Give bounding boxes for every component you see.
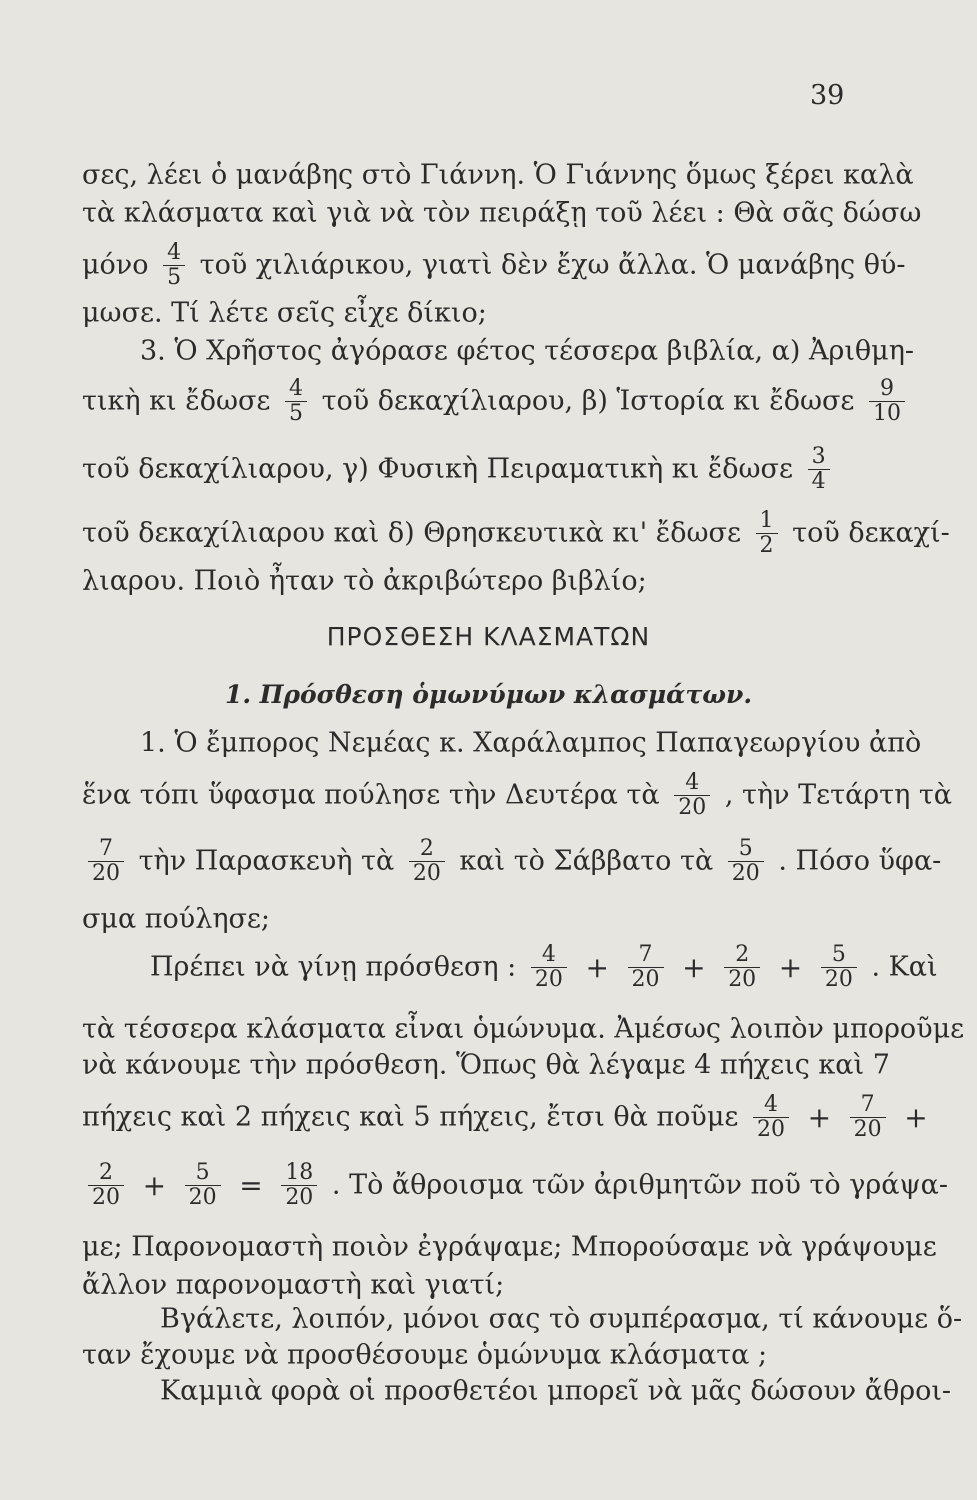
text-line: τὰ κλάσματα καὶ γιὰ νὰ τὸν πειράξῃ τοῦ λέει : Θὰ σᾶς δώσω [82, 197, 922, 229]
fraction: $\frac{5}{20}$ [185, 1161, 221, 1210]
text-line: σες, λέει ὁ μανάβης στὸ Γιάννη. Ὁ Γιάννης ὅμως ξέρει καλὰ [82, 159, 914, 191]
fraction: $\frac{18}{20}$ [281, 1161, 317, 1210]
text-line: ἕνα τόπι ὕφασμα πούλησε τὴν Δευτέρα τὰ $\frac{4}{20}$ , τὴν Τετάρτη τὰ [82, 770, 953, 820]
plus-sign: + [807, 1100, 832, 1134]
text-line: νὰ κάνουμε τὴν πρόσθεση. Ὅπως θὰ λέγαμε 4 πήχεις καὶ 7 [82, 1049, 890, 1081]
fraction: $\frac{7}{20}$ [628, 943, 664, 992]
fraction: $\frac{5}{20}$ [821, 943, 857, 992]
text-line: ταν ἔχουμε νὰ προσθέσουμε ὁμώνυμα κλάσματα ; [82, 1339, 768, 1371]
fraction: $\frac{2}{20}$ [724, 943, 760, 992]
plus-sign: + [778, 950, 803, 984]
text-line: ἄλλον παρονομαστὴ καὶ γιατί; [82, 1269, 505, 1301]
fraction: $\frac{5}{20}$ [728, 837, 764, 886]
fraction: $\frac{2}{20}$ [88, 1161, 124, 1210]
plus-sign: + [682, 950, 706, 984]
text-line: μόνο $\frac{4}{5}$ τοῦ χιλιάρικου, γιατὶ δὲν ἔχω ἄλλα. Ὁ μανάβης θύ- [82, 240, 906, 290]
plus-sign: + [585, 950, 609, 984]
text-line: τοῦ δεκαχίλιαρου, γ) Φυσικὴ Πειραματικὴ κι ἔδωσε $\frac{3}{4}$ [82, 444, 872, 494]
text-line: μωσε. Τί λέτε σεῖς εἶχε δίκιο; [82, 297, 487, 329]
text-line: 1. Ὁ ἔμπορος Νεμέας κ. Χαράλαμπος Παπαγεωργίου ἀπὸ [140, 727, 922, 759]
fraction: $\frac{1}{2}$ [756, 509, 778, 558]
text-line: Βγάλετε, λοιπόν, μόνοι σας τὸ συμπέρασμα, τί κάνουμε ὅ- [160, 1303, 963, 1335]
text-line: τικὴ κι ἔδωσε $\frac{4}{5}$ τοῦ δεκαχίλιαρου, β) Ἱστορία κι ἔδωσε $\frac{9}{10}$ [82, 376, 872, 426]
fraction: $\frac{4}{20}$ [674, 771, 710, 820]
text-line: με; Παρονομαστὴ ποιὸν ἐγράψαμε; Μπορούσαμε νὰ γράψουμε [82, 1231, 937, 1263]
text-line: λιαρου. Ποιὸ ἦταν τὸ ἀκριβώτερο βιβλίο; [82, 565, 647, 597]
fraction: $\frac{2}{20}$ [409, 837, 445, 886]
text-line: πήχεις καὶ 2 πήχεις καὶ 5 πήχεις, ἔτσι θὰ ποῦμε $\frac{4}{20}$ + $\frac{7}{20}$ + [82, 1092, 928, 1142]
text-line: τοῦ δεκαχίλιαρου καὶ δ) Θρησκευτικὰ κι' ἔδωσε $\frac{1}{2}$ τοῦ δεκαχί- [82, 508, 950, 558]
text-line: σμα πούλησε; [82, 903, 271, 935]
fraction: $\frac{4}{5}$ [285, 377, 307, 426]
text-line: τὰ τέσσερα κλάσματα εἶναι ὁμώνυμα. Ἀμέσως λοιπὸν μποροῦμε [82, 1013, 965, 1045]
equals-sign: = [239, 1168, 263, 1202]
fraction: $\frac{4}{20}$ [531, 943, 567, 992]
section-heading: ΠΡΟΣΘΕΣΗ ΚΛΑΣΜΑΤΩΝ [326, 622, 651, 651]
fraction: $\frac{7}{20}$ [88, 837, 124, 886]
fraction: $\frac{4}{5}$ [163, 241, 185, 290]
text-line: $\frac{7}{20}$ τὴν Παρασκευὴ τὰ $\frac{2}{20}$ καὶ τὸ Σάββατο τὰ $\frac{5}{20}$ . Πόσο ὕφα- [82, 836, 872, 886]
fraction: $\frac{9}{10}$ [869, 377, 905, 426]
text-line: $\frac{2}{20}$ + $\frac{5}{20}$ = $\frac{18}{20}$ . Τὸ ἄθροισμα τῶν ἀριθμητῶν ποῦ τὸ γράψα- [82, 1160, 872, 1210]
fraction: $\frac{3}{4}$ [808, 445, 830, 494]
fraction: $\frac{7}{20}$ [850, 1093, 886, 1142]
plus-sign: + [904, 1100, 928, 1134]
fraction: $\frac{4}{20}$ [753, 1093, 789, 1142]
plus-sign: + [142, 1168, 167, 1202]
text-line: Πρέπει νὰ γίνῃ πρόσθεση : $\frac{4}{20}$ + $\frac{7}{20}$ + $\frac{2}{20}$ + $\frac{5}{20}$ . Καὶ [150, 942, 938, 992]
page-number: 39 [810, 80, 845, 111]
text-line: Καμμιὰ φορὰ οἱ προσθετέοι μπορεῖ νὰ μᾶς δώσουν ἄθροι- [160, 1375, 952, 1407]
subsection-heading: 1. Πρόσθεση ὁμωνύμων κλασμάτων. [224, 680, 753, 709]
text-line: 3. Ὁ Χρῆστος ἀγόρασε φέτος τέσσερα βιβλία, α) Ἀριθμη- [140, 335, 915, 367]
